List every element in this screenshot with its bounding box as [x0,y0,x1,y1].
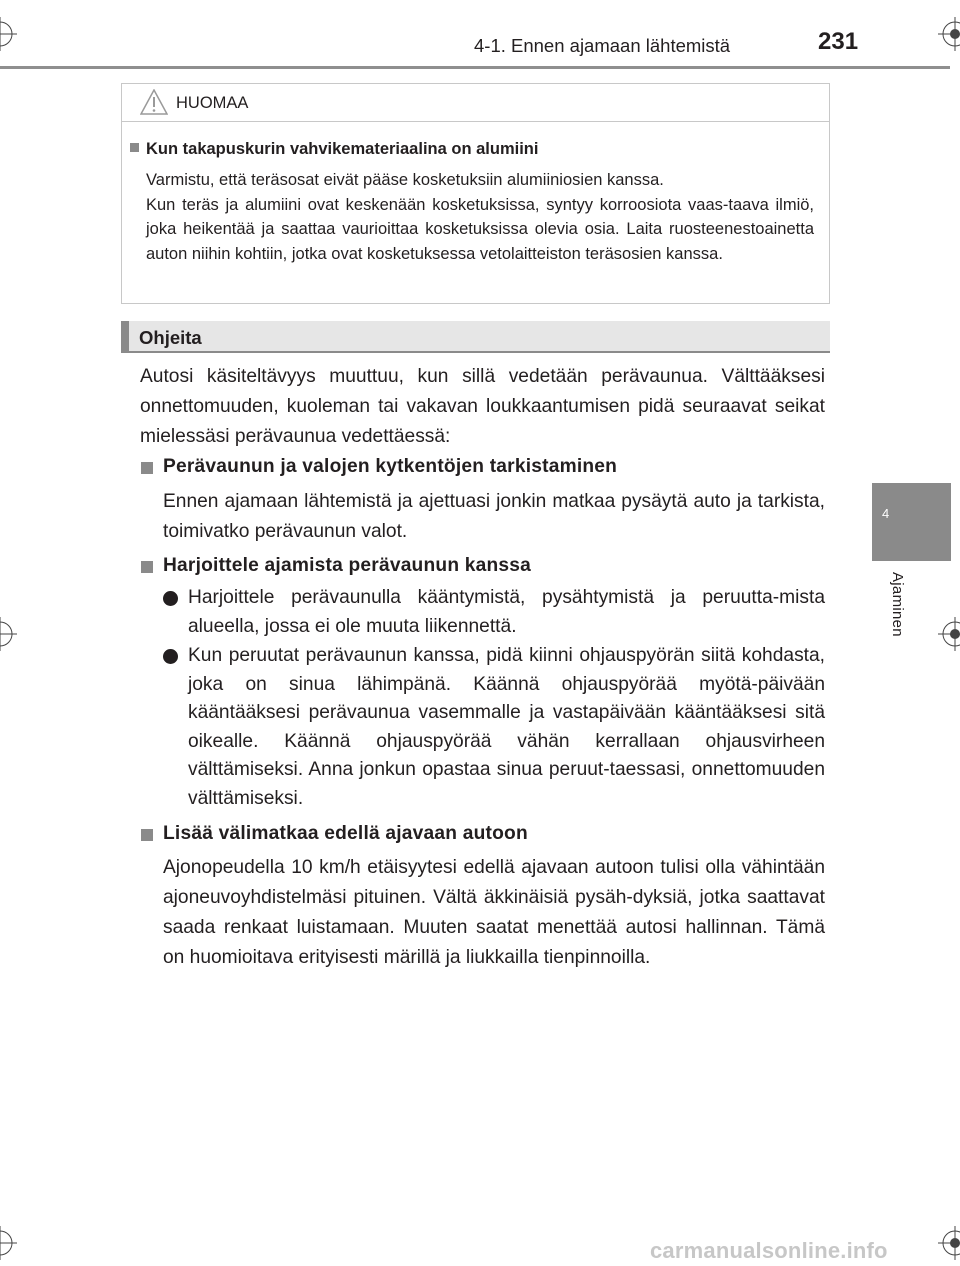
notice-header [122,84,829,122]
item-text: Ajonopeudella 10 km/h etäisyytesi edellä ajavaan autoon tulisi olla vähintään ajoneuvoyhdistelmäsi pituinen. Vältä äkkinäisiä pysäh-dyksiä, jotka saattavat saada renkaat luistamaan. Muuten saatat menettää autosi hallinnan. Tämä on huomioitava erityisesti märillä ja liukkailla tienpinnoilla. [163,857,825,968]
section-heading-bar [121,321,830,353]
item-text: Ennen ajamaan lähtemistä ja ajettuasi jonkin matkaa pysäytä auto ja tarkista, toimivatko perävaunun valot. [163,491,825,542]
round-bullet-icon [163,649,178,664]
square-bullet-icon [130,143,139,152]
chapter-tab-label: Ajaminen [889,572,906,637]
notice-box [121,83,830,304]
registration-mark-top-left [0,17,17,51]
registration-mark-top-right [938,17,960,51]
square-bullet-icon [141,561,153,573]
square-bullet-icon [141,829,153,841]
footer-watermark: carmanualsonline.info [650,1238,888,1263]
chapter-tab-number: 4 [882,506,890,521]
bullet-text: Kun peruutat perävaunun kanssa, pidä kiinni ohjauspyörän siitä kohdasta, joka on sinua lähimpänä. Käännä ohjauspyörää myötä-päivään kääntääksesi perävaunua vasemmalle ja vastapäivään kääntääksesi sitä oikealle. Käännä ohjauspyörää vähän kerrallaan ohjausvirheen välttämiseksi. Anna jonkun opastaa sinua peruut-taessasi, onnettomuuden välttämiseksi. [188,645,825,809]
item-heading: Perävaunun ja valojen kytkentöjen tarkistaminen [163,456,618,477]
registration-mark-middle-right [938,617,960,651]
notice-line: Kun teräs ja alumiini ovat keskenään kosketuksissa, syntyy korroosiota vaas-taava ilmiö, joka heikentää ja saattaa vaurioittaa kosketuksissa olevia osia. Laita ruosteenestoainetta auton niihin kohtiin, jotka ovat kosketuksessa vetolaitteiston teräsosien kanssa. [146,195,814,263]
header-rule [0,66,950,69]
warning-triangle-icon [140,89,168,120]
round-bullet-icon [163,591,178,606]
item-heading: Lisää välimatkaa edellä ajavaan autoon [163,823,528,844]
notice-body [146,168,814,266]
registration-mark-bottom-right [938,1226,960,1260]
registration-mark-middle-left [0,617,17,651]
notice-title: HUOMAA [176,94,249,112]
header-section-title: 4-1. Ennen ajamaan lähtemistä [474,35,731,56]
bullet-text: Harjoittele perävaunulla kääntymistä, pysähtymistä ja peruutta-mista alueella, jossa ei ole muuta liikennettä. [188,587,825,637]
section-heading-accent [121,321,129,353]
notice-line: Varmistu, että teräsosat eivät pääse kosketuksiin alumiiniosien kanssa. [146,171,664,189]
section-title: Ohjeita [139,327,202,348]
chapter-tab [872,483,951,561]
item-heading: Harjoittele ajamista perävaunun kanssa [163,555,532,576]
page-number: 231 [818,28,859,55]
registration-mark-bottom-left [0,1226,17,1260]
square-bullet-icon [141,462,153,474]
notice-subheading: Kun takapuskurin vahvikemateriaalina on alumiini [146,140,539,158]
section-intro: Autosi käsiteltävyys muuttuu, kun sillä vedetään perävaunua. Välttääksesi onnettomuuden, kuoleman tai vakavan loukkaantumisen pidä seuraavat seikat mielessäsi perävaunua vedettäessä: [140,366,825,447]
